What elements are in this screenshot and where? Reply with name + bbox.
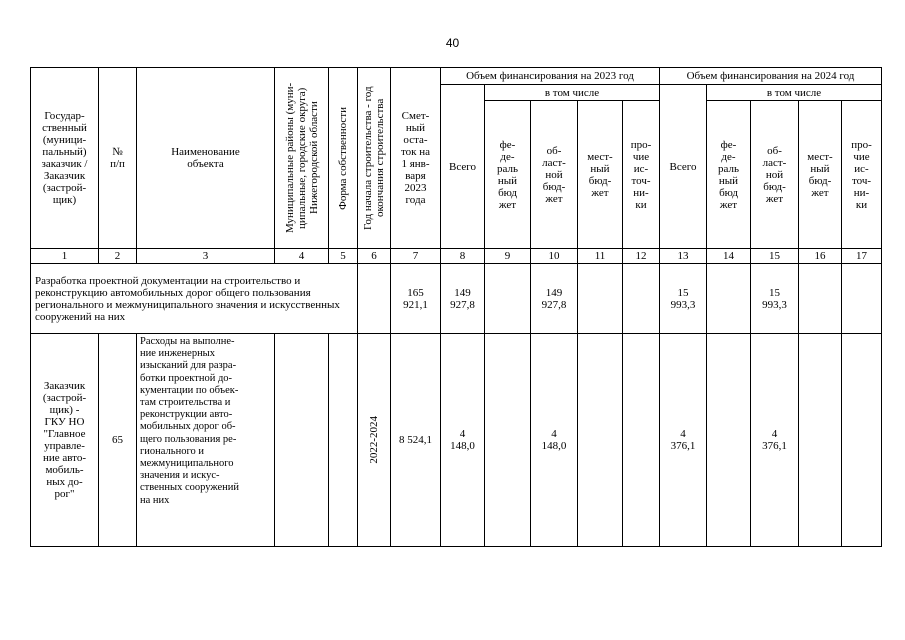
header-total-2024: Всего	[660, 85, 707, 249]
summary-row	[31, 264, 882, 334]
detail-federal-2024	[707, 334, 751, 547]
header-ownership-text: Форма собственности	[337, 106, 349, 210]
header-district-text: Муниципальные районы (муни-ципальные, городские округа) Нижегородской области	[283, 82, 320, 234]
summary-local-2024	[799, 264, 842, 334]
column-number: 12	[623, 249, 660, 264]
column-number: 11	[578, 249, 623, 264]
column-number: 13	[660, 249, 707, 264]
column-number: 1	[31, 249, 99, 264]
header-fin-2023: Объем финансирования на 2023 год	[441, 68, 660, 85]
header-num: № п/п	[99, 68, 137, 249]
column-number: 3	[137, 249, 275, 264]
detail-other-2023	[623, 334, 660, 547]
header-federal-2023: фе- де- раль ный бюд жет	[485, 101, 531, 249]
summary-other-2023	[623, 264, 660, 334]
detail-federal-2023	[485, 334, 531, 547]
summary-remainder: 165 921,1	[391, 264, 441, 334]
header-local-2024: мест- ный бюд- жет	[799, 101, 842, 249]
detail-years	[358, 334, 391, 547]
detail-regional-2023: 4 148,0	[531, 334, 578, 547]
header-local-2023: мест- ный бюд- жет	[578, 101, 623, 249]
column-number: 9	[485, 249, 531, 264]
header-years	[358, 68, 391, 249]
header-customer: Государ- ственный (муници- пальный) заказчик / Заказчик (застрой- щик)	[31, 68, 99, 249]
summary-other-2024	[842, 264, 882, 334]
summary-federal-2023	[485, 264, 531, 334]
header-federal-2024: фе- де- раль ный бюд жет	[707, 101, 751, 249]
detail-years-text: 2022-2024	[368, 416, 380, 464]
detail-local-2023	[578, 334, 623, 547]
detail-remainder: 8 524,1	[391, 334, 441, 547]
column-number: 15	[751, 249, 799, 264]
summary-total-2023: 149 927,8	[441, 264, 485, 334]
detail-other-2024	[842, 334, 882, 547]
header-including-2024: в том числе	[707, 85, 882, 101]
header-object-name: Наименование объекта	[137, 68, 275, 249]
header-remainder: Смет- ный оста- ток на 1 янв- варя 2023 года	[391, 68, 441, 249]
detail-district	[275, 334, 329, 547]
summary-total-2024: 15 993,3	[660, 264, 707, 334]
header-regional-2024: об- ласт- ной бюд- жет	[751, 101, 799, 249]
column-number: 8	[441, 249, 485, 264]
summary-regional-2024: 15 993,3	[751, 264, 799, 334]
header-years-text: Год начала строительства - год окончания строительства	[362, 86, 386, 230]
column-number: 14	[707, 249, 751, 264]
column-number: 16	[799, 249, 842, 264]
page-number: 40	[445, 36, 460, 50]
summary-title: Разработка проектной документации на строительство и реконструкцию автомобильных дорог общего пользования регионального и межмуниципального значения и искусственных сооружений на них	[31, 264, 358, 334]
header-ownership	[329, 68, 358, 249]
summary-federal-2024	[707, 264, 751, 334]
summary-years	[358, 264, 391, 334]
summary-regional-2023: 149 927,8	[531, 264, 578, 334]
detail-total-2023: 4 148,0	[441, 334, 485, 547]
header-other-2023: про- чие ис- точ- ни- ки	[623, 101, 660, 249]
header-district	[275, 68, 329, 249]
detail-ownership	[329, 334, 358, 547]
header-regional-2023: об- ласт- ной бюд- жет	[531, 101, 578, 249]
header-fin-2024: Объем финансирования на 2024 год	[660, 68, 882, 85]
summary-local-2023	[578, 264, 623, 334]
detail-total-2024: 4 376,1	[660, 334, 707, 547]
financing-table	[30, 67, 882, 547]
detail-customer: Заказчик (застрой- щик) - ГКУ НО "Главное управле- ние авто- мобиль- ных до- рог"	[31, 334, 99, 547]
header-other-2024: про- чие ис- точ- ни- ки	[842, 101, 882, 249]
column-number: 7	[391, 249, 441, 264]
detail-description: Расходы на выполне- ние инженерных изысканий для разра- ботки проектной до- кументации по объек- там строительства и реконструкции авто- мобильных дорог об- щего пользования ре- гионального и межмуниципального значения и искус- ственных сооружений на них	[137, 334, 275, 547]
column-number: 6	[358, 249, 391, 264]
column-number: 2	[99, 249, 137, 264]
column-number: 5	[329, 249, 358, 264]
detail-local-2024	[799, 334, 842, 547]
header-including-2023: в том числе	[485, 85, 660, 101]
column-number: 10	[531, 249, 578, 264]
detail-num: 65	[99, 334, 137, 547]
detail-regional-2024: 4 376,1	[751, 334, 799, 547]
header-total-2023: Всего	[441, 85, 485, 249]
column-number: 4	[275, 249, 329, 264]
table-row	[31, 334, 882, 547]
column-number: 17	[842, 249, 882, 264]
